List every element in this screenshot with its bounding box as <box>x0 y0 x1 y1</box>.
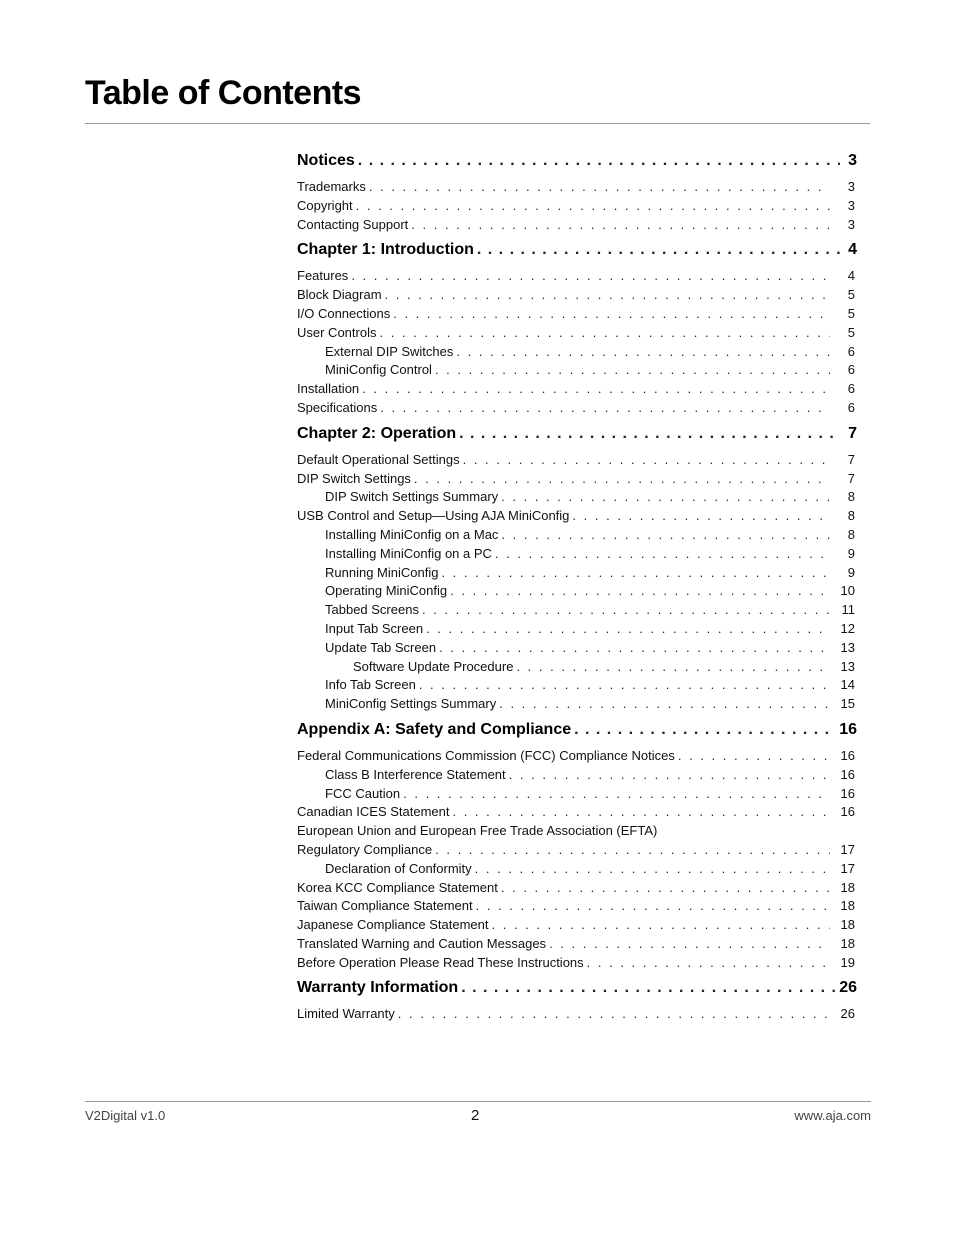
dot-leader <box>369 178 830 197</box>
toc-entry[interactable] <box>297 582 857 601</box>
toc-entry-label: Canadian ICES Statement <box>297 804 450 820</box>
toc-entry-label: European Union and European Free Trade Association (EFTA) <box>297 823 658 839</box>
page-title: Table of Contents <box>85 74 362 112</box>
toc-heading-page: 7 <box>848 424 857 442</box>
toc-section <box>297 425 857 714</box>
footer-page-number: 2 <box>471 1107 480 1124</box>
toc-section <box>297 241 857 417</box>
dot-leader <box>356 197 830 216</box>
dot-leader <box>574 721 836 739</box>
toc-section <box>297 152 857 234</box>
toc-entry-page: 9 <box>847 545 855 561</box>
toc-entry-label: Class B Interference Statement <box>325 766 506 782</box>
toc-entry-label: Info Tab Screen <box>325 677 416 693</box>
toc-entry-label: FCC Caution <box>325 785 401 801</box>
dot-leader <box>492 916 830 935</box>
dot-leader <box>509 766 830 785</box>
toc-entry-page: 5 <box>847 324 855 340</box>
dot-leader <box>385 286 830 305</box>
toc-entry[interactable] <box>297 879 857 898</box>
toc-entry[interactable] <box>297 1005 857 1024</box>
toc-entry-page: 5 <box>847 287 855 303</box>
dot-leader <box>403 785 830 804</box>
toc-entry-page: 6 <box>847 381 855 397</box>
toc-entry[interactable] <box>297 766 857 785</box>
toc-entry[interactable] <box>297 526 857 545</box>
toc-entry-page: 3 <box>847 197 855 213</box>
toc-entry-page: 8 <box>847 489 855 505</box>
toc-heading-page: 16 <box>839 720 857 738</box>
toc-heading-label: Warranty Information <box>297 979 459 997</box>
dot-leader <box>450 582 830 601</box>
toc-entry-page: 8 <box>847 526 855 542</box>
toc-entry-page: 17 <box>840 860 855 876</box>
toc-entry-label: Specifications <box>297 399 378 415</box>
dot-leader <box>461 979 836 997</box>
toc-entry-page: 16 <box>840 747 855 763</box>
toc-entry[interactable] <box>297 451 857 470</box>
toc-entry[interactable] <box>297 380 857 399</box>
table-of-contents <box>297 150 857 1031</box>
toc-entry-label: External DIP Switches <box>325 343 454 359</box>
toc-entry[interactable] <box>297 695 857 714</box>
toc-heading[interactable] <box>297 979 857 1005</box>
toc-entry[interactable] <box>297 216 857 235</box>
toc-entry[interactable] <box>297 178 857 197</box>
toc-entry-label: Installing MiniConfig on a PC <box>325 545 492 561</box>
dot-leader <box>435 841 830 860</box>
footer-divider <box>85 1101 871 1102</box>
dot-leader <box>463 451 830 470</box>
toc-entry[interactable] <box>297 601 857 620</box>
dot-leader <box>501 526 830 545</box>
toc-entry-page: 8 <box>847 508 855 524</box>
toc-heading[interactable] <box>297 241 857 267</box>
toc-entry[interactable] <box>297 564 857 583</box>
toc-entry-page: 19 <box>840 954 855 970</box>
toc-entry[interactable] <box>297 361 857 380</box>
toc-entry-label: Limited Warranty <box>297 1006 395 1022</box>
dot-leader <box>477 241 840 259</box>
dot-leader <box>501 879 830 898</box>
dot-leader <box>499 695 830 714</box>
toc-entry-page: 13 <box>840 639 855 655</box>
toc-entry-label: USB Control and Setup—Using AJA MiniConfig <box>297 508 570 524</box>
toc-entry[interactable] <box>297 399 857 418</box>
toc-entry-page: 17 <box>840 841 855 857</box>
toc-entry-label: Update Tab Screen <box>325 639 437 655</box>
toc-entry-page: 9 <box>847 564 855 580</box>
toc-entry-label: Federal Communications Commission (FCC) Compliance Notices <box>297 747 675 763</box>
toc-heading[interactable] <box>297 152 857 178</box>
toc-entry-label: Tabbed Screens <box>325 602 419 618</box>
footer-website-link[interactable]: www.aja.com <box>794 1108 871 1123</box>
toc-entry-page: 26 <box>840 1006 855 1022</box>
dot-leader <box>678 747 830 766</box>
toc-entry-label: Taiwan Compliance Statement <box>297 898 473 914</box>
toc-entry[interactable] <box>297 897 857 916</box>
dot-leader <box>495 545 830 564</box>
toc-heading-label: Chapter 2: Operation <box>297 424 457 442</box>
toc-entry[interactable] <box>297 935 857 954</box>
toc-entry-label: Translated Warning and Caution Messages <box>297 935 547 951</box>
dot-leader <box>362 380 830 399</box>
toc-entry-page: 16 <box>840 804 855 820</box>
toc-entry-page: 6 <box>847 343 855 359</box>
toc-entry-label: Before Operation Please Read These Instructions <box>297 954 584 970</box>
toc-entry[interactable] <box>297 803 857 822</box>
dot-leader <box>414 470 830 489</box>
toc-entry[interactable] <box>297 639 857 658</box>
toc-entry-page: 12 <box>840 620 855 636</box>
toc-entry-label: Running MiniConfig <box>325 564 439 580</box>
dot-leader <box>398 1005 830 1024</box>
toc-entry-label: Operating MiniConfig <box>325 583 448 599</box>
toc-entry[interactable] <box>297 822 857 841</box>
toc-entry-label: Default Operational Settings <box>297 451 460 467</box>
dot-leader <box>379 324 830 343</box>
dot-leader <box>380 399 830 418</box>
toc-entry-page: 6 <box>847 362 855 378</box>
toc-entry-label: Korea KCC Compliance Statement <box>297 879 498 895</box>
toc-heading-label: Notices <box>297 152 355 169</box>
toc-entry[interactable] <box>297 785 857 804</box>
toc-heading-page: 26 <box>839 979 857 997</box>
toc-section <box>297 979 857 1024</box>
toc-entry-page: 18 <box>840 917 855 933</box>
toc-section <box>297 721 857 973</box>
toc-heading-label: Appendix A: Safety and Compliance <box>297 720 572 738</box>
dot-leader <box>422 601 830 620</box>
toc-entry-label: DIP Switch Settings <box>297 470 411 486</box>
dot-leader <box>439 639 830 658</box>
toc-entry-page: 16 <box>840 766 855 782</box>
toc-heading-page: 4 <box>848 241 857 259</box>
toc-entry[interactable] <box>297 267 857 286</box>
dot-leader <box>358 152 840 170</box>
toc-entry-page: 14 <box>840 677 855 693</box>
dot-leader <box>475 860 830 879</box>
dot-leader <box>572 507 830 526</box>
dot-leader <box>419 676 830 695</box>
toc-entry-label: MiniConfig Settings Summary <box>325 696 497 712</box>
toc-entry-page: 7 <box>847 470 855 486</box>
dot-leader <box>426 620 830 639</box>
toc-entry[interactable] <box>297 324 857 343</box>
toc-entry-label: Trademarks <box>297 179 366 194</box>
toc-entry-page: 3 <box>847 179 855 194</box>
footer-document-version: V2Digital v1.0 <box>85 1108 166 1123</box>
dot-leader <box>452 803 830 822</box>
toc-heading[interactable] <box>297 425 857 451</box>
toc-entry[interactable] <box>297 305 857 324</box>
title-divider <box>85 123 870 124</box>
toc-entry-label: Copyright <box>297 197 353 213</box>
toc-entry[interactable] <box>297 286 857 305</box>
toc-entry[interactable] <box>297 620 857 639</box>
toc-entry-page: 6 <box>847 399 855 415</box>
dot-leader <box>459 425 840 443</box>
toc-entry[interactable] <box>297 507 857 526</box>
toc-entry[interactable] <box>297 860 857 879</box>
dot-leader <box>549 935 830 954</box>
toc-entry-label: Regulatory Compliance <box>297 841 433 857</box>
toc-entry[interactable] <box>297 841 857 860</box>
toc-entry-label: Block Diagram <box>297 287 382 303</box>
dot-leader <box>351 267 830 286</box>
toc-entry-label: Japanese Compliance Statement <box>297 917 489 933</box>
toc-entry[interactable] <box>297 470 857 489</box>
toc-entry-label: MiniConfig Control <box>325 362 432 378</box>
toc-entry[interactable] <box>297 658 857 677</box>
toc-entry-page: 3 <box>847 216 855 232</box>
dot-leader <box>411 216 830 235</box>
dot-leader <box>476 897 830 916</box>
toc-entry[interactable] <box>297 954 857 973</box>
toc-entry-label: Software Update Procedure <box>353 658 514 674</box>
dot-leader <box>516 658 830 677</box>
toc-entry-label: Declaration of Conformity <box>325 860 472 876</box>
toc-entry-label: Contacting Support <box>297 216 409 232</box>
toc-entry[interactable] <box>297 747 857 766</box>
toc-entry[interactable] <box>297 343 857 362</box>
toc-entry-page: 18 <box>840 935 855 951</box>
toc-entry-label: Installing MiniConfig on a Mac <box>325 526 499 542</box>
toc-heading-label: Chapter 1: Introduction <box>297 241 474 259</box>
dot-leader <box>435 361 830 380</box>
dot-leader <box>456 343 830 362</box>
toc-entry-page: 11 <box>841 602 855 618</box>
toc-entry-page: 15 <box>840 696 855 712</box>
toc-entry-page: 18 <box>840 879 855 895</box>
toc-entry-label: DIP Switch Settings Summary <box>325 489 499 505</box>
toc-heading[interactable] <box>297 721 857 747</box>
toc-entry-label: User Controls <box>297 324 377 340</box>
dot-leader <box>393 305 830 324</box>
dot-leader <box>441 564 830 583</box>
toc-entry-label: I/O Connections <box>297 305 391 321</box>
toc-entry-label: Input Tab Screen <box>325 620 424 636</box>
dot-leader <box>587 954 830 973</box>
toc-entry[interactable] <box>297 488 857 507</box>
toc-entry[interactable] <box>297 676 857 695</box>
toc-entry-page: 13 <box>840 658 855 674</box>
toc-entry-page: 4 <box>847 268 855 284</box>
toc-heading-page: 3 <box>848 152 857 169</box>
toc-entry[interactable] <box>297 545 857 564</box>
toc-entry-label: Installation <box>297 381 360 397</box>
toc-entry-page: 16 <box>840 785 855 801</box>
dot-leader <box>501 488 830 507</box>
toc-entry-page: 5 <box>847 305 855 321</box>
toc-entry-page: 10 <box>840 583 855 599</box>
toc-entry[interactable] <box>297 197 857 216</box>
toc-entry[interactable] <box>297 916 857 935</box>
toc-entry-page: 7 <box>847 451 855 467</box>
toc-entry-label: Features <box>297 268 349 284</box>
toc-entry-page: 18 <box>840 898 855 914</box>
